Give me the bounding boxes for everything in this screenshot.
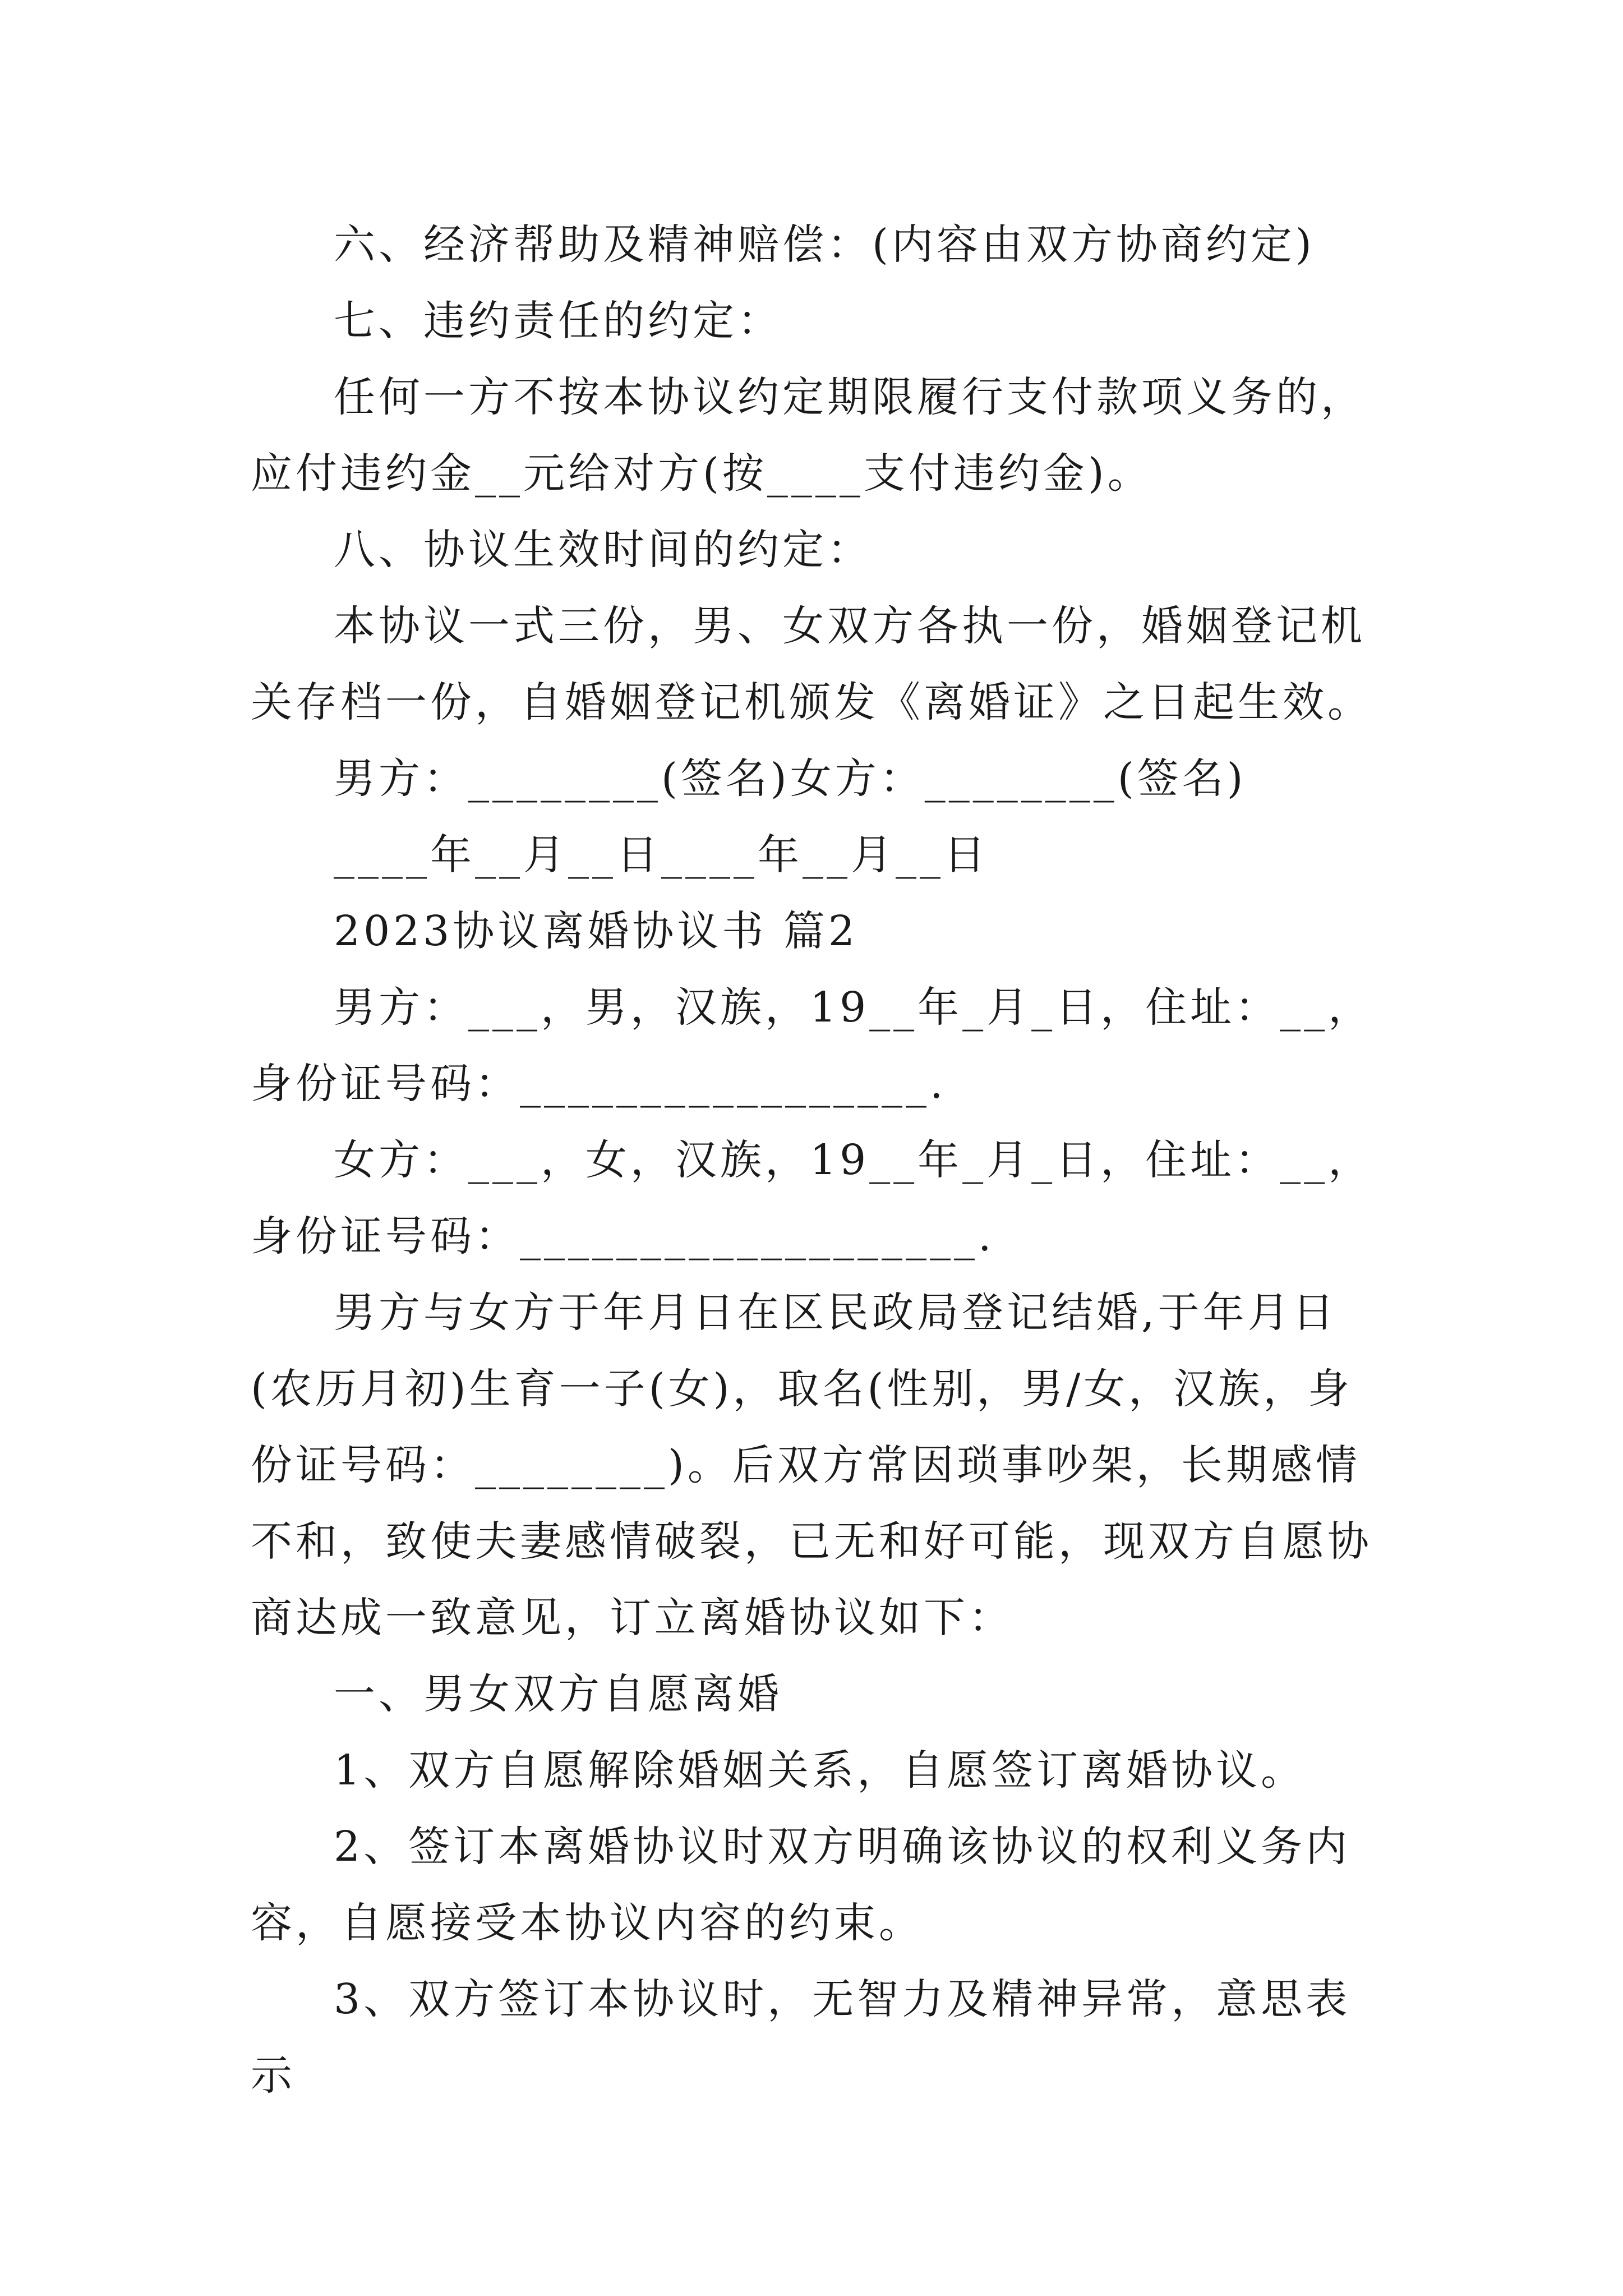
date-line: ____年__月__日____年__月__日 bbox=[334, 831, 989, 879]
document-body bbox=[251, 206, 1384, 2114]
clause-seven-heading: 七、违约责任的约定： bbox=[334, 297, 782, 345]
clause-one-item-1: 1、双方自愿解除婚姻关系，自愿签订离婚协议。 bbox=[334, 1746, 1306, 1795]
clause-eight-heading: 八、协议生效时间的约定： bbox=[334, 526, 872, 574]
section-title: 2023协议离婚协议书 篇2 bbox=[334, 907, 858, 955]
clause-one-heading: 一、男女双方自愿离婚 bbox=[334, 1670, 782, 1718]
clause-seven-body: 任何一方不按本协议约定期限履行支付款项义务的，应付违约金__元给对方(按____支付违约金)。 bbox=[251, 373, 1366, 498]
clause-eight-body: 本协议一式三份，男、女双方各执一份，婚姻登记机关存档一份，自婚姻登记机颁发《离婚证》之日起生效。 bbox=[251, 602, 1372, 726]
signature-line: 男方：________(签名)女方：________(签名) bbox=[334, 754, 1247, 803]
clause-six-heading: 六、经济帮助及精神赔偿：(内容由双方协商约定) bbox=[334, 220, 1315, 269]
preamble-paragraph: 男方与女方于年月日在区民政局登记结婚,于年月日(农历月初)生育一子(女)，取名(性别，男/女，汉族，身份证号码：________)。后双方常因琐事吵架，长期感情不和，致使夫妻感情破裂，已无和好可能，现双方自愿协商达成一致意见，订立离婚协议如下： bbox=[251, 1289, 1372, 1642]
clause-one-item-3: 3、双方签订本协议时，无智力及精神异常，意思表示 bbox=[251, 1975, 1351, 2100]
female-party-info: 女方：___，女，汉族，19__年_月_日，住址：__，身份证号码：___________________. bbox=[251, 1136, 1373, 1260]
male-party-info: 男方：___，男，汉族，19__年_月_日，住址：__，身份证号码：_________________. bbox=[251, 983, 1373, 1108]
clause-one-item-2: 2、签订本离婚协议时双方明确该协议的权利义务内容，自愿接受本协议内容的约束。 bbox=[251, 1823, 1351, 1947]
